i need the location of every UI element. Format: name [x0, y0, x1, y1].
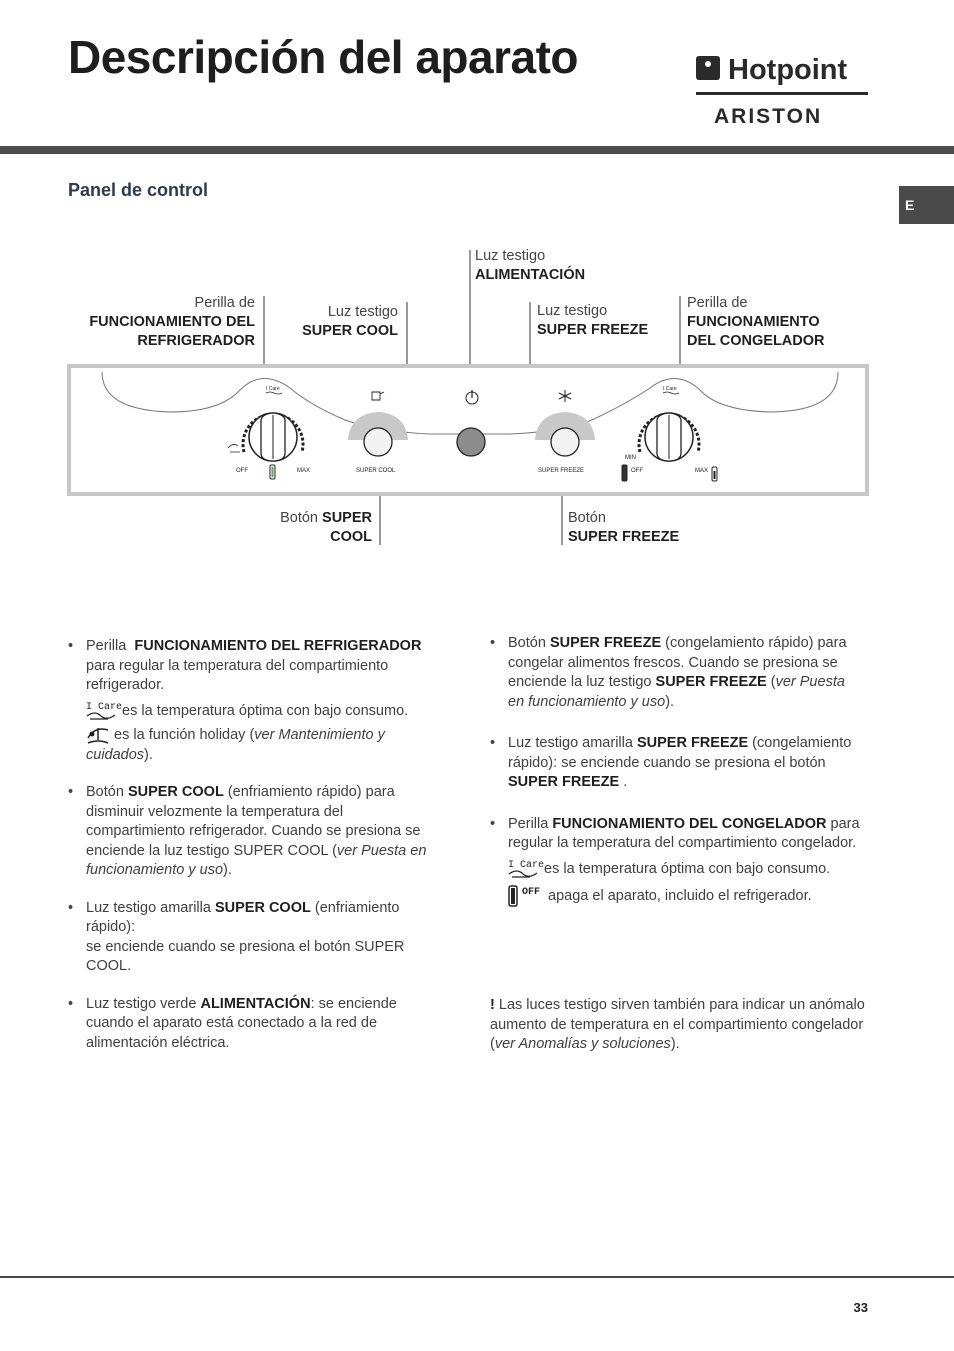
svg-text:I Care: I Care	[508, 859, 545, 871]
footer-rule	[0, 1276, 954, 1278]
svg-text:SUPER COOL: SUPER COOL	[356, 468, 396, 474]
list-item: • Botón SUPER COOL (enfriamiento rápido) para disminuir velozmente la temperatura del compartimiento refrigerador. Cuando se presiona se enciende la luz testigo SUPER COOL (ver Puesta en funcionamiento y uso).	[68, 783, 438, 881]
list-item: • Luz testigo amarilla SUPER FREEZE (congelamiento rápido): se enciende cuando se presiona el botón SUPER FREEZE .	[490, 734, 865, 793]
section-title: Panel de control	[68, 180, 209, 200]
holiday-icon	[86, 724, 110, 746]
list-item: • Perilla FUNCIONAMIENTO DEL REFRIGERADOR para regular la temperatura del compartimiento refrigerador. I Care es la temperatura óptima con bajo consumo. es la función holiday (ver Mantenimiento y cuidados).	[68, 637, 438, 765]
svg-text:OFF: OFF	[631, 468, 643, 474]
svg-text:MAX: MAX	[297, 468, 311, 474]
svg-text:I Care: I Care	[663, 386, 677, 392]
svg-text:I Care: I Care	[86, 701, 123, 713]
off-indicator	[622, 465, 627, 481]
svg-text:MIN: MIN	[625, 455, 636, 461]
control-panel-diagram	[0, 0, 954, 600]
language-tab: E	[899, 186, 954, 224]
label-superfreeze-light: Luz testigo SUPER FREEZE	[537, 303, 649, 338]
off-icon	[508, 884, 544, 908]
svg-text:OFF: OFF	[522, 886, 541, 898]
page-number: 33	[853, 1300, 868, 1315]
warning-note: ! Las luces testigo sirven también para indicar un anómalo aumento de temperatura en el compartimiento congelador (ver Anomalías y soluciones).	[490, 997, 865, 1052]
list-item: • Perilla FUNCIONAMIENTO DEL CONGELADOR para regular la temperatura del compartimiento congelador. I Care es la temperatura óptima con bajo consumo. OFF apaga el aparato, incluido el refrigerador.	[490, 815, 865, 908]
label-power-light: Luz testigo ALIMENTACIÓN	[475, 248, 586, 283]
label-supercool-light: Luz testigo SUPER COOL	[302, 304, 398, 339]
list-item: • Botón SUPER FREEZE (congelamiento rápido) para congelar alimentos frescos. Cuando se presiona se enciende la luz testigo SUPER FREEZE (ver Puesta en funcionamiento y uso).	[490, 634, 865, 712]
svg-text:I Care: I Care	[266, 386, 280, 392]
list-item: • Luz testigo amarilla SUPER COOL (enfriamiento rápido): se enciende cuando se presiona el botón SUPER COOL.	[68, 899, 438, 977]
label-fridge-knob: Perilla de FUNCIONAMIENTO DEL REFRIGERADOR	[89, 295, 255, 349]
svg-text:SUPER FREEZE: SUPER FREEZE	[538, 468, 585, 474]
right-column	[490, 634, 865, 926]
svg-text:MAX: MAX	[695, 468, 709, 474]
left-column	[68, 637, 438, 1071]
icare-icon	[86, 700, 123, 722]
label-superfreeze-button: Botón SUPER FREEZE	[568, 510, 680, 545]
brand-sub: ARISTON	[714, 105, 823, 128]
svg-text:OFF: OFF	[236, 468, 248, 474]
brand-name: Hotpoint	[728, 54, 848, 86]
label-freezer-knob: Perilla de FUNCIONAMIENTO DEL CONGELADOR	[687, 295, 825, 349]
list-item: • Luz testigo verde ALIMENTACIÓN: se enciende cuando el aparato está conectado a la red de alimentación eléctrica.	[68, 995, 438, 1054]
warning-mark: !	[490, 997, 495, 1013]
label-supercool-button: Botón SUPER COOL	[280, 510, 372, 545]
page-title: Descripción del aparato	[68, 31, 578, 83]
icare-icon	[508, 858, 545, 880]
